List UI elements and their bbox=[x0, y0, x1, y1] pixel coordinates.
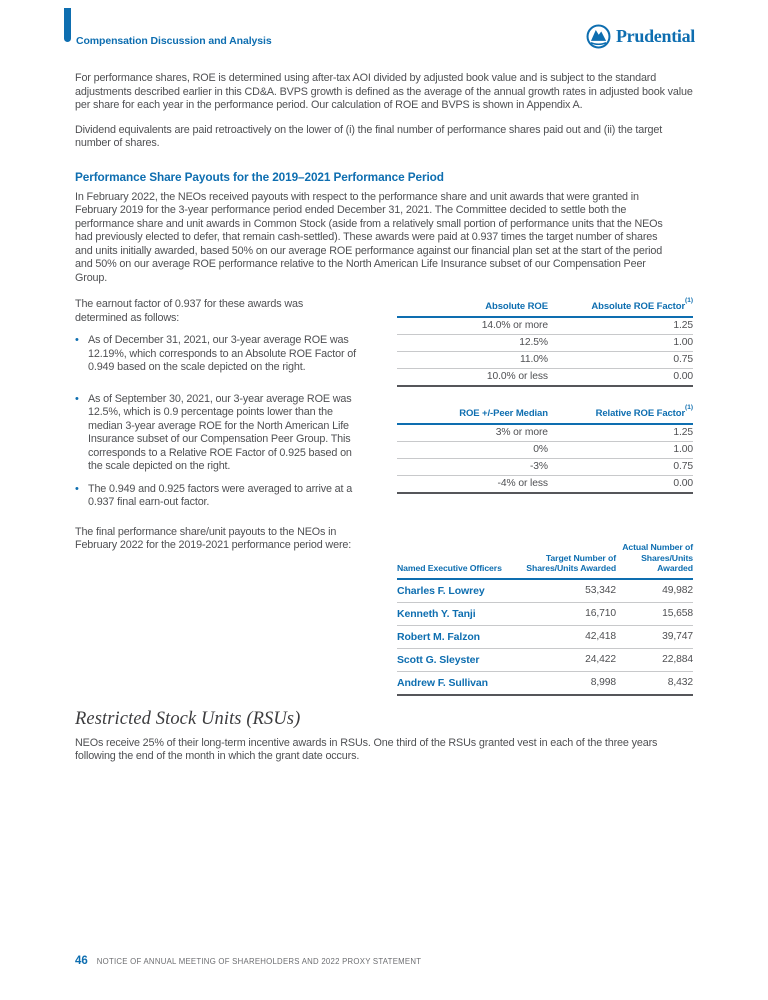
column-header-actual-shares: Actual Number of Shares/Units Awarded bbox=[616, 542, 693, 579]
bullet-item: • As of December 31, 2021, our 3-year average ROE was 12.19%, which corresponds to an Absolute ROE Factor of 0.949 based on the scale depicted on the right. bbox=[75, 334, 357, 375]
table-row bbox=[397, 625, 693, 648]
factor-cell: 0.75 bbox=[548, 352, 693, 369]
table-header-row bbox=[397, 298, 693, 317]
factor-cell: 1.00 bbox=[548, 335, 693, 352]
target-cell: 24,422 bbox=[518, 648, 616, 671]
factor-cell: 1.25 bbox=[548, 424, 693, 442]
rsu-body: NEOs receive 25% of their long-term incentive awards in RSUs. One third of the RSUs granted vest in each of the three years following the end of the month in which the grant date occurs. bbox=[75, 736, 658, 763]
performance-payouts-heading: Performance Share Payouts for the 2019–2021 Performance Period bbox=[75, 169, 444, 184]
median-cell: 0% bbox=[397, 442, 548, 459]
earnout-intro: The earnout factor of 0.937 for these awards was determined as follows: bbox=[75, 298, 304, 324]
intro-paragraph-2: Dividend equivalents are paid retroactively on the lower of (i) the final number of performance shares paid out and (ii) the target number of shares. bbox=[75, 123, 663, 149]
column-header-relative-roe-factor: Relative ROE Factor$^{(1)}$ bbox=[548, 405, 693, 424]
footnote-marker: (1) bbox=[685, 403, 693, 411]
neo-name-cell: Charles F. Lowrey bbox=[397, 579, 518, 603]
neo-name-cell: Kenneth Y. Tanji bbox=[397, 602, 518, 625]
page-footer bbox=[75, 955, 421, 967]
column-header-roe-peer-median: ROE +/-Peer Median bbox=[397, 405, 548, 424]
actual-cell: 49,982 bbox=[616, 579, 693, 603]
median-cell: 3% or more bbox=[397, 424, 548, 442]
target-cell: 53,342 bbox=[518, 579, 616, 603]
neo-payout-table bbox=[397, 542, 693, 696]
earnout-bullet-list bbox=[75, 334, 357, 510]
column-header-absolute-roe-factor: Absolute ROE Factor$^{(1)}$ bbox=[548, 298, 693, 317]
brand-name: Prudential bbox=[615, 26, 695, 46]
bullet-item: • The 0.949 and 0.925 factors were averaged to arrive at a 0.937 final earn-out factor. bbox=[75, 483, 357, 510]
roe-cell: 12.5% bbox=[397, 335, 548, 352]
table-row bbox=[397, 602, 693, 625]
neo-name-cell: Andrew F. Sullivan bbox=[397, 671, 518, 695]
median-cell: -4% or less bbox=[397, 476, 548, 494]
table-row bbox=[397, 476, 693, 494]
table-row bbox=[397, 459, 693, 476]
table-row bbox=[397, 352, 693, 369]
rock-of-gibraltar-icon bbox=[586, 24, 611, 49]
factor-cell: 0.75 bbox=[548, 459, 693, 476]
neo-name-cell: Robert M. Falzon bbox=[397, 625, 518, 648]
actual-cell: 39,747 bbox=[616, 625, 693, 648]
table-row bbox=[397, 424, 693, 442]
table-row bbox=[397, 671, 693, 695]
actual-cell: 15,658 bbox=[616, 602, 693, 625]
intro-paragraph-1: For performance shares, ROE is determined using after-tax AOI divided by adjusted book value and is subject to the standard adjustments described earlier in this CD&A. BVPS growth is defined as the average of the annual growth rates in adjusted book value per share for each year in the performance period. Our calculation of ROE and BVPS is shown in Appendix A. bbox=[75, 72, 693, 111]
bullet-item: • As of September 30, 2021, our 3-year average ROE was 12.5%, which is 0.9 percentage points lower than the median 3-year average ROE for the North American Life Insurance subset of our Compensation Peer Group. This corresponds to a Relative ROE Factor of 0.925 based on the scale depicted on the right. bbox=[75, 393, 357, 474]
target-cell: 8,998 bbox=[518, 671, 616, 695]
roe-cell: 14.0% or more bbox=[397, 317, 548, 335]
target-cell: 16,710 bbox=[518, 602, 616, 625]
page-number: 46 bbox=[75, 955, 88, 967]
section-eyebrow: Compensation Discussion and Analysis bbox=[76, 35, 272, 47]
table-row bbox=[397, 369, 693, 387]
absolute-roe-table bbox=[397, 298, 693, 387]
roe-cell: 11.0% bbox=[397, 352, 548, 369]
median-cell: -3% bbox=[397, 459, 548, 476]
factor-cell: 1.25 bbox=[548, 317, 693, 335]
table-header-row bbox=[397, 405, 693, 424]
roe-cell: 10.0% or less bbox=[397, 369, 548, 387]
table-row bbox=[397, 648, 693, 671]
payout-intro: The final performance share/unit payouts to the NEOs in February 2022 for the 2019-2021 performance period were: bbox=[75, 525, 352, 551]
actual-cell: 8,432 bbox=[616, 671, 693, 695]
table-row bbox=[397, 442, 693, 459]
factor-cell: 0.00 bbox=[548, 476, 693, 494]
actual-cell: 22,884 bbox=[616, 648, 693, 671]
column-header-absolute-roe: Absolute ROE bbox=[397, 298, 548, 317]
relative-roe-table bbox=[397, 405, 693, 494]
rsu-heading: Restricted Stock Units (RSUs) bbox=[75, 708, 301, 729]
column-header-target-shares: Target Number of Shares/Units Awarded bbox=[518, 542, 616, 579]
table-row bbox=[397, 579, 693, 603]
column-header-neo: Named Executive Officers bbox=[397, 542, 518, 579]
two-column-section bbox=[75, 298, 693, 696]
footer-label: NOTICE OF ANNUAL MEETING OF SHAREHOLDERS AND 2022 PROXY STATEMENT bbox=[96, 957, 422, 966]
tables-column bbox=[397, 298, 693, 696]
header-accent-bar bbox=[64, 8, 71, 42]
prudential-logo bbox=[586, 24, 695, 49]
target-cell: 42,418 bbox=[518, 625, 616, 648]
performance-payouts-body: In February 2022, the NEOs received payouts with respect to the performance share and unit awards that were granted in February 2019 for the 3-year performance period ended December 31, 2021. The Committee decided to settle both the performance share and unit awards in Common Stock (aside from a relatively small portion of performance units that the NEOs had previously elected to defer, that remain cash-settled). These awards were paid at 0.937 times the target number of shares and units initially awarded, based 50% on our average ROE performance against our financial plan set at the start of the period and 50% on our average ROE performance relative to the North American Life Insurance subset of our Compensation Peer Group. bbox=[75, 190, 663, 284]
neo-name-cell: Scott G. Sleyster bbox=[397, 648, 518, 671]
table-row bbox=[397, 335, 693, 352]
factor-cell: 0.00 bbox=[548, 369, 693, 387]
table-row bbox=[397, 317, 693, 335]
factor-cell: 1.00 bbox=[548, 442, 693, 459]
table-header-row bbox=[397, 542, 693, 579]
footnote-marker: (1) bbox=[685, 296, 693, 304]
earnout-explanation-column bbox=[75, 298, 397, 696]
page-content bbox=[75, 72, 693, 775]
